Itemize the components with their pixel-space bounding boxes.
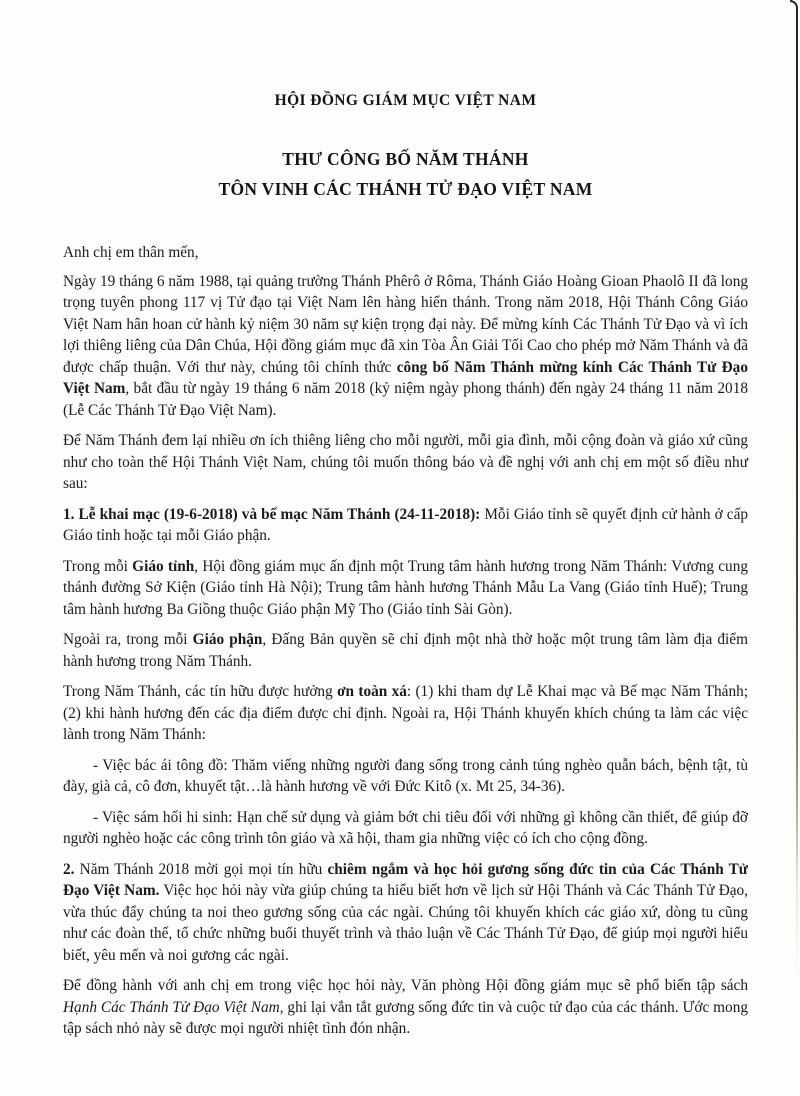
paragraph-pilgrimage-centers-provinces: Trong mỗi Giáo tỉnh, Hội đồng giám mục ấn định một Trung tâm hành hương trong Năm Thánh: Vương cung thánh đường Sở Kiện (Giáo tỉnh Hà Nội); Trung tâm hành hương Thánh Mẫu La Vang (Giáo tỉnh Huế); Trung tâm hành hương Ba Giồng thuộc Giáo phận Mỹ Tho (Giáo tỉnh Sài Gòn).	[63, 557, 748, 618]
bullet-penance-sacrifice: - Việc sám hối hi sinh: Hạn chế sử dụng và giảm bớt chi tiêu đối với những gì không cần thiết, để giúp đỡ người nghèo hoặc các công trình tôn giáo và xã hội, tham gia những việc có ích cho cộng đồng.	[63, 808, 748, 847]
paragraph-booklet: Để đồng hành với anh chị em trong việc học hỏi này, Văn phòng Hội đồng giám mục sẽ phổ biến tập sách Hạnh Các Thánh Tử Đạo Việt Nam, ghi lại vắn tắt gương sống đức tin và cuộc tử đạo của các thánh. Ước mong tập sách nhỏ này sẽ được mọi người nhiệt tình đón nhận.	[63, 977, 748, 1037]
salutation: Anh chị em thân mến,	[63, 244, 199, 261]
organization-name: HỘI ĐỒNG GIÁM MỤC VIỆT NAM	[274, 92, 537, 109]
paragraph-announcement-intro: Để Năm Thánh đem lại nhiều ơn ích thiêng liêng cho mỗi người, mỗi gia đình, mỗi cộng đoàn và giáo xứ cũng như cho toàn thể Hội Thánh Việt Nam, chúng tôi muốn thông báo và đề nghị với anh chị em một số điều như sau:	[63, 432, 748, 492]
paragraph-plenary-indulgence: Trong Năm Thánh, các tín hữu được hưởng ơn toàn xá: (1) khi tham dự Lễ Khai mạc và Bế mạc Năm Thánh; (2) khi hành hương đến các địa điểm được chỉ định. Ngoài ra, Hội Thánh khuyến khích chúng ta làm các việc lành trong Năm Thánh:	[63, 683, 748, 743]
document-title-line-2: TÔN VINH CÁC THÁNH TỬ ĐẠO VIỆT NAM	[218, 179, 593, 199]
paragraph-canonization-history: Ngày 19 tháng 6 năm 1988, tại quảng trường Thánh Phêrô ở Rôma, Thánh Giáo Hoàng Gioan Phaolô II đã long trọng tuyên phong 117 vị Tử đạo tại Việt Nam lên hàng hiển thánh. Trong năm 2018, Hội Thánh Công Giáo Việt Nam hân hoan cử hành kỷ niệm 30 năm sự kiện trọng đại này. Để mừng kính Các Thánh Tử Đạo và vì ích lợi thiêng liêng của Dân Chúa, Hội đồng giám mục đã xin Tòa Ân Giải Tối Cao cho phép mở Năm Thánh và đã được chấp thuận. Với thư này, chúng tôi chính thức công bố Năm Thánh mừng kính Các Thánh Tử Đạo Việt Nam, bắt đầu từ ngày 19 tháng 6 năm 2018 (kỷ niệm ngày phong thánh) đến ngày 24 tháng 11 năm 2018 (Lễ Các Thánh Tử Đạo Việt Nam).	[63, 272, 748, 419]
document-title	[63, 144, 748, 204]
bullet-apostolic-charity: - Việc bác ái tông đồ: Thăm viếng những người đang sống trong cảnh túng nghèo quẫn bách, bệnh tật, tù đày, già cả, cô đơn, khuyết tật…là hành hương về với Đức Kitô (x. Mt 25, 34-36).	[63, 756, 748, 795]
paragraph-pilgrimage-centers-dioceses: Ngoài ra, trong mỗi Giáo phận, Đấng Bản quyền sẽ chỉ định một nhà thờ hoặc một trung tâm làm địa điểm hành hương trong Năm Thánh.	[63, 631, 748, 670]
scan-page-edge-line	[796, 14, 798, 986]
document-title-line-1: THƯ CÔNG BỐ NĂM THÁNH	[282, 149, 529, 169]
paragraph-contemplate-martyrs: 2. Năm Thánh 2018 mời gọi mọi tín hữu chiêm ngắm và học hỏi gương sống đức tin của Các Thánh Tử Đạo Việt Nam. Việc học hỏi này vừa giúp chúng ta hiểu biết hơn về lịch sử Hội Thánh và Các Thánh Tử Đạo, vừa thúc đẩy chúng ta noi theo gương sống của các ngài. Chúng tôi khuyến khích các giáo xứ, dòng tu cũng như các đoàn thể, tổ chức những buổi thuyết trình và thảo luận về Các Thánh Tử Đạo, để giúp mọi người hiểu biết, yêu mến và noi gương các ngài.	[63, 860, 748, 964]
paragraph-opening-closing-dates: 1. Lễ khai mạc (19-6-2018) và bế mạc Năm Thánh (24-11-2018): Mỗi Giáo tỉnh sẽ quyết định cử hành ở cấp Giáo tỉnh hoặc tại mỗi Giáo phận.	[63, 505, 749, 544]
letter-body	[63, 271, 748, 1040]
